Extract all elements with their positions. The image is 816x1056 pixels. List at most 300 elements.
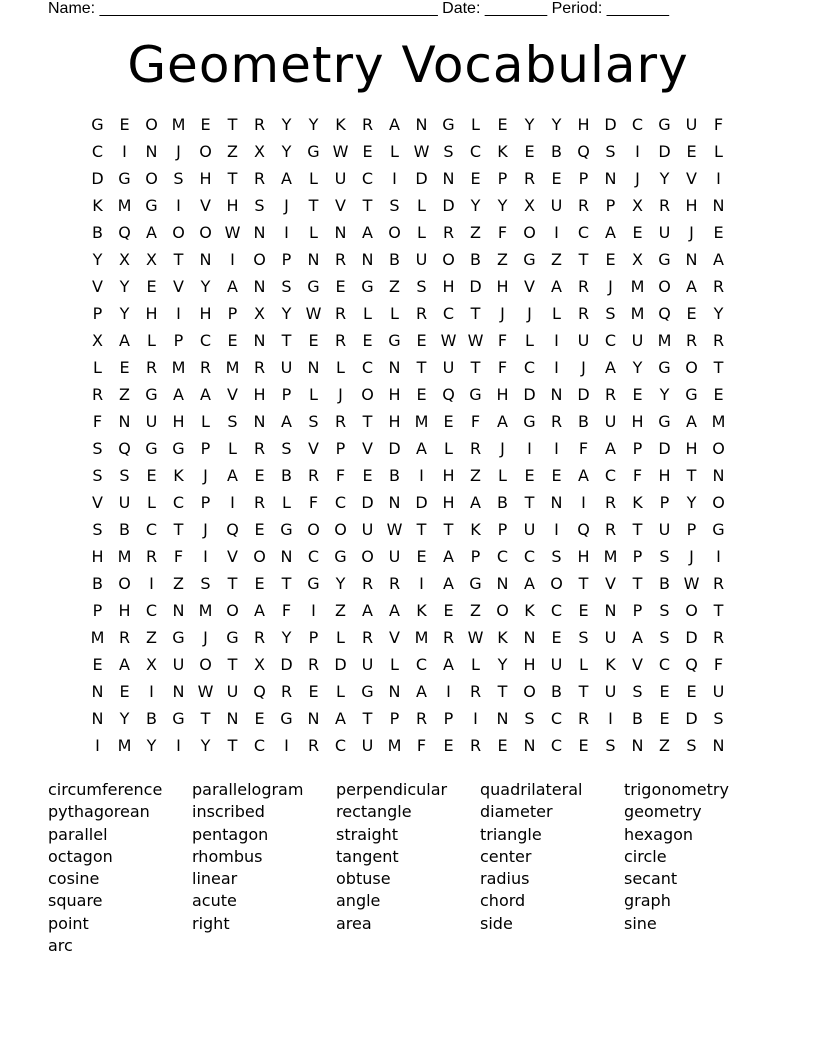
grid-letter[interactable]: O	[145, 169, 158, 188]
grid-letter[interactable]: A	[389, 115, 400, 134]
grid-letter[interactable]: V	[605, 574, 616, 593]
grid-letter[interactable]: A	[281, 169, 292, 188]
grid-letter[interactable]: U	[415, 250, 428, 269]
grid-letter[interactable]: U	[604, 628, 617, 647]
grid-letter[interactable]: F	[92, 412, 103, 431]
grid-letter[interactable]: V	[389, 628, 400, 647]
grid-letter[interactable]: I	[176, 736, 181, 755]
grid-letter[interactable]: J	[581, 358, 586, 377]
grid-letter[interactable]: K	[173, 466, 184, 485]
grid-letter[interactable]: R	[361, 628, 374, 647]
grid-letter[interactable]: N	[604, 601, 617, 620]
grid-letter[interactable]: G	[361, 277, 374, 296]
grid-letter[interactable]: G	[280, 709, 293, 728]
grid-letter[interactable]: E	[497, 115, 508, 134]
grid-letter[interactable]: R	[577, 277, 590, 296]
grid-letter[interactable]: S	[605, 736, 616, 755]
grid-letter[interactable]: Y	[146, 736, 157, 755]
grid-letter[interactable]: R	[442, 628, 455, 647]
grid-letter[interactable]: G	[307, 142, 320, 161]
grid-letter[interactable]: W	[332, 142, 349, 161]
grid-letter[interactable]: O	[199, 223, 212, 242]
grid-letter[interactable]: J	[500, 304, 505, 323]
grid-letter[interactable]: N	[685, 250, 698, 269]
grid-letter[interactable]: F	[497, 223, 508, 242]
grid-letter[interactable]: S	[605, 304, 616, 323]
grid-letter[interactable]: A	[443, 655, 454, 674]
grid-letter[interactable]: E	[200, 115, 211, 134]
grid-letter[interactable]: R	[604, 493, 617, 512]
grid-letter[interactable]: P	[227, 304, 238, 323]
grid-letter[interactable]: R	[523, 169, 536, 188]
grid-letter[interactable]: L	[417, 223, 426, 242]
grid-letter[interactable]: T	[713, 601, 724, 620]
grid-letter[interactable]: X	[632, 196, 643, 215]
grid-letter[interactable]: O	[334, 520, 347, 539]
grid-letter[interactable]: A	[524, 574, 535, 593]
grid-letter[interactable]: J	[203, 628, 208, 647]
grid-letter[interactable]: I	[716, 169, 721, 188]
grid-letter[interactable]: T	[632, 574, 643, 593]
grid-letter[interactable]: R	[469, 682, 482, 701]
grid-letter[interactable]: I	[473, 709, 478, 728]
grid-letter[interactable]: T	[227, 574, 238, 593]
grid-letter[interactable]: G	[307, 574, 320, 593]
grid-letter[interactable]: G	[172, 709, 185, 728]
grid-letter[interactable]: K	[632, 493, 643, 512]
grid-letter[interactable]: L	[417, 196, 426, 215]
grid-letter[interactable]: Z	[470, 223, 481, 242]
grid-letter[interactable]: A	[227, 466, 238, 485]
grid-letter[interactable]: L	[444, 439, 453, 458]
grid-letter[interactable]: S	[686, 736, 697, 755]
grid-letter[interactable]: B	[551, 682, 562, 701]
grid-letter[interactable]: D	[685, 628, 698, 647]
grid-letter[interactable]: P	[632, 601, 643, 620]
grid-letter[interactable]: P	[632, 439, 643, 458]
grid-letter[interactable]: O	[199, 655, 212, 674]
grid-letter[interactable]: M	[117, 196, 132, 215]
grid-letter[interactable]: L	[147, 331, 156, 350]
grid-letter[interactable]: Y	[119, 304, 130, 323]
grid-letter[interactable]: G	[523, 250, 536, 269]
grid-letter[interactable]: X	[254, 304, 265, 323]
grid-letter[interactable]: U	[712, 682, 725, 701]
grid-letter[interactable]: U	[658, 223, 671, 242]
grid-letter[interactable]: T	[713, 358, 724, 377]
grid-letter[interactable]: H	[685, 439, 698, 458]
grid-letter[interactable]: C	[469, 142, 482, 161]
grid-letter[interactable]: Z	[551, 250, 562, 269]
grid-letter[interactable]: S	[443, 142, 454, 161]
grid-letter[interactable]: N	[253, 412, 266, 431]
grid-letter[interactable]: U	[280, 358, 293, 377]
grid-letter[interactable]: E	[443, 736, 454, 755]
grid-letter[interactable]: B	[146, 709, 157, 728]
grid-letter[interactable]: C	[253, 736, 266, 755]
grid-letter[interactable]: E	[308, 331, 319, 350]
grid-letter[interactable]: G	[658, 412, 671, 431]
grid-letter[interactable]: A	[173, 385, 184, 404]
grid-letter[interactable]: U	[361, 520, 374, 539]
grid-letter[interactable]: L	[390, 304, 399, 323]
grid-letter[interactable]: E	[443, 601, 454, 620]
grid-letter[interactable]: T	[362, 709, 373, 728]
grid-letter[interactable]: W	[440, 331, 457, 350]
grid-letter[interactable]: J	[689, 223, 694, 242]
grid-letter[interactable]: G	[118, 169, 131, 188]
grid-letter[interactable]: Y	[659, 169, 670, 188]
grid-letter[interactable]: N	[712, 736, 725, 755]
grid-letter[interactable]: P	[497, 520, 508, 539]
grid-letter[interactable]: H	[91, 547, 104, 566]
grid-letter[interactable]: R	[307, 736, 320, 755]
grid-letter[interactable]: X	[146, 250, 157, 269]
grid-letter[interactable]: A	[686, 277, 697, 296]
grid-letter[interactable]: I	[554, 520, 559, 539]
grid-letter[interactable]: O	[550, 574, 563, 593]
grid-letter[interactable]: E	[227, 331, 238, 350]
grid-letter[interactable]: D	[577, 385, 590, 404]
grid-letter[interactable]: I	[149, 682, 154, 701]
grid-letter[interactable]: Z	[389, 277, 400, 296]
grid-letter[interactable]: R	[577, 304, 590, 323]
grid-letter[interactable]: M	[414, 628, 429, 647]
grid-letter[interactable]: G	[658, 115, 671, 134]
grid-letter[interactable]: A	[605, 223, 616, 242]
grid-letter[interactable]: T	[578, 682, 589, 701]
grid-letter[interactable]: N	[172, 682, 185, 701]
grid-letter[interactable]: E	[254, 466, 265, 485]
grid-letter[interactable]: U	[226, 682, 239, 701]
grid-letter[interactable]: A	[605, 358, 616, 377]
grid-letter[interactable]: R	[253, 169, 266, 188]
grid-letter[interactable]: I	[230, 493, 235, 512]
grid-letter[interactable]: R	[712, 277, 725, 296]
grid-letter[interactable]: L	[471, 655, 480, 674]
grid-letter[interactable]: S	[92, 466, 103, 485]
grid-letter[interactable]: S	[227, 412, 238, 431]
grid-letter[interactable]: S	[200, 574, 211, 593]
grid-letter[interactable]: U	[361, 736, 374, 755]
grid-letter[interactable]: H	[442, 466, 455, 485]
grid-letter[interactable]: S	[659, 547, 670, 566]
grid-letter[interactable]: C	[361, 358, 374, 377]
grid-letter[interactable]: P	[443, 709, 454, 728]
grid-letter[interactable]: X	[119, 250, 130, 269]
grid-letter[interactable]: V	[308, 439, 319, 458]
grid-letter[interactable]: M	[711, 412, 726, 431]
grid-letter[interactable]: U	[388, 547, 401, 566]
grid-letter[interactable]: B	[470, 250, 481, 269]
grid-letter[interactable]: H	[658, 466, 671, 485]
grid-letter[interactable]: X	[146, 655, 157, 674]
grid-letter[interactable]: H	[226, 196, 239, 215]
grid-letter[interactable]: I	[95, 736, 100, 755]
grid-letter[interactable]: C	[334, 736, 347, 755]
grid-letter[interactable]: Q	[442, 385, 455, 404]
grid-letter[interactable]: R	[307, 655, 320, 674]
grid-letter[interactable]: P	[605, 196, 616, 215]
grid-letter[interactable]: E	[632, 223, 643, 242]
grid-letter[interactable]: Y	[281, 628, 292, 647]
grid-letter[interactable]: V	[92, 493, 103, 512]
grid-letter[interactable]: U	[523, 520, 536, 539]
grid-letter[interactable]: B	[632, 709, 643, 728]
grid-letter[interactable]: E	[92, 655, 103, 674]
grid-letter[interactable]: O	[307, 520, 320, 539]
grid-letter[interactable]: O	[388, 223, 401, 242]
grid-letter[interactable]: I	[581, 493, 586, 512]
grid-letter[interactable]: S	[281, 439, 292, 458]
grid-letter[interactable]: G	[172, 439, 185, 458]
grid-letter[interactable]: G	[469, 385, 482, 404]
grid-letter[interactable]: Y	[335, 574, 346, 593]
grid-letter[interactable]: T	[497, 682, 508, 701]
grid-letter[interactable]: L	[309, 223, 318, 242]
grid-letter[interactable]: I	[419, 574, 424, 593]
grid-letter[interactable]: I	[284, 736, 289, 755]
grid-letter[interactable]: P	[281, 250, 292, 269]
grid-letter[interactable]: I	[716, 547, 721, 566]
grid-letter[interactable]: N	[415, 115, 428, 134]
grid-letter[interactable]: A	[389, 601, 400, 620]
grid-letter[interactable]: R	[469, 736, 482, 755]
grid-letter[interactable]: I	[149, 574, 154, 593]
grid-letter[interactable]: F	[497, 331, 508, 350]
grid-letter[interactable]: R	[442, 223, 455, 242]
grid-letter[interactable]: G	[658, 358, 671, 377]
grid-letter[interactable]: Y	[524, 115, 535, 134]
grid-letter[interactable]: N	[91, 709, 104, 728]
grid-letter[interactable]: L	[498, 466, 507, 485]
grid-letter[interactable]: W	[305, 304, 322, 323]
grid-letter[interactable]: K	[524, 601, 535, 620]
grid-letter[interactable]: R	[334, 250, 347, 269]
grid-letter[interactable]: F	[713, 115, 724, 134]
grid-letter[interactable]: T	[227, 115, 238, 134]
grid-letter[interactable]: H	[199, 304, 212, 323]
grid-letter[interactable]: U	[604, 412, 617, 431]
grid-letter[interactable]: C	[442, 304, 455, 323]
grid-letter[interactable]: U	[145, 412, 158, 431]
grid-letter[interactable]: N	[496, 709, 509, 728]
grid-letter[interactable]: S	[578, 628, 589, 647]
grid-letter[interactable]: U	[604, 682, 617, 701]
grid-letter[interactable]: N	[172, 601, 185, 620]
grid-letter[interactable]: H	[253, 385, 266, 404]
grid-letter[interactable]: J	[608, 277, 613, 296]
grid-letter[interactable]: O	[361, 547, 374, 566]
grid-letter[interactable]: D	[658, 142, 671, 161]
grid-letter[interactable]: P	[200, 439, 211, 458]
grid-letter[interactable]: E	[551, 466, 562, 485]
grid-letter[interactable]: A	[605, 439, 616, 458]
grid-letter[interactable]: Z	[173, 574, 184, 593]
grid-letter[interactable]: D	[91, 169, 104, 188]
grid-letter[interactable]: W	[224, 223, 241, 242]
grid-letter[interactable]: F	[281, 601, 292, 620]
grid-letter[interactable]: W	[386, 520, 403, 539]
grid-letter[interactable]: P	[92, 304, 103, 323]
grid-letter[interactable]: I	[554, 331, 559, 350]
grid-letter[interactable]: D	[388, 439, 401, 458]
grid-letter[interactable]: R	[577, 709, 590, 728]
grid-letter[interactable]: N	[523, 628, 536, 647]
grid-letter[interactable]: T	[686, 466, 697, 485]
grid-letter[interactable]: D	[361, 493, 374, 512]
grid-letter[interactable]: Q	[685, 655, 698, 674]
grid-letter[interactable]: Z	[470, 466, 481, 485]
grid-letter[interactable]: T	[524, 493, 535, 512]
grid-letter[interactable]: N	[631, 736, 644, 755]
grid-letter[interactable]: C	[550, 709, 563, 728]
grid-letter[interactable]: O	[226, 601, 239, 620]
grid-letter[interactable]: U	[550, 655, 563, 674]
grid-letter[interactable]: Y	[686, 493, 697, 512]
grid-letter[interactable]: D	[442, 196, 455, 215]
grid-letter[interactable]: E	[605, 250, 616, 269]
grid-letter[interactable]: R	[253, 439, 266, 458]
grid-letter[interactable]: S	[254, 196, 265, 215]
grid-letter[interactable]: V	[335, 196, 346, 215]
grid-letter[interactable]: H	[145, 304, 158, 323]
grid-letter[interactable]: Y	[200, 277, 211, 296]
grid-letter[interactable]: H	[442, 493, 455, 512]
grid-letter[interactable]: O	[523, 682, 536, 701]
grid-letter[interactable]: M	[414, 412, 429, 431]
grid-letter[interactable]: T	[578, 250, 589, 269]
grid-letter[interactable]: U	[550, 196, 563, 215]
grid-letter[interactable]: U	[685, 115, 698, 134]
grid-letter[interactable]: C	[523, 547, 536, 566]
grid-letter[interactable]: R	[658, 196, 671, 215]
grid-letter[interactable]: A	[497, 412, 508, 431]
grid-letter[interactable]: I	[527, 439, 532, 458]
grid-letter[interactable]: V	[227, 385, 238, 404]
grid-letter[interactable]: E	[470, 169, 481, 188]
grid-letter[interactable]: L	[147, 493, 156, 512]
grid-letter[interactable]: R	[253, 358, 266, 377]
grid-letter[interactable]: E	[659, 682, 670, 701]
grid-letter[interactable]: F	[173, 547, 184, 566]
grid-letter[interactable]: C	[361, 169, 374, 188]
grid-letter[interactable]: L	[336, 358, 345, 377]
grid-letter[interactable]: B	[281, 466, 292, 485]
grid-letter[interactable]: E	[578, 736, 589, 755]
grid-letter[interactable]: L	[390, 142, 399, 161]
grid-letter[interactable]: O	[253, 547, 266, 566]
grid-letter[interactable]: E	[551, 169, 562, 188]
grid-letter[interactable]: P	[281, 385, 292, 404]
grid-letter[interactable]: Q	[118, 439, 131, 458]
grid-letter[interactable]: E	[362, 142, 373, 161]
grid-letter[interactable]: F	[632, 466, 643, 485]
grid-letter[interactable]: Z	[497, 250, 508, 269]
grid-letter[interactable]: C	[658, 655, 671, 674]
grid-letter[interactable]: N	[361, 250, 374, 269]
grid-letter[interactable]: C	[604, 331, 617, 350]
grid-letter[interactable]: T	[470, 358, 481, 377]
grid-letter[interactable]: K	[470, 520, 481, 539]
grid-letter[interactable]: Q	[118, 223, 131, 242]
grid-letter[interactable]: J	[203, 520, 208, 539]
grid-letter[interactable]: M	[171, 358, 186, 377]
grid-letter[interactable]: E	[254, 709, 265, 728]
grid-letter[interactable]: Y	[713, 304, 724, 323]
grid-letter[interactable]: V	[200, 196, 211, 215]
grid-letter[interactable]: O	[442, 250, 455, 269]
grid-letter[interactable]: X	[92, 331, 103, 350]
grid-letter[interactable]: P	[659, 493, 670, 512]
grid-letter[interactable]: S	[524, 709, 535, 728]
grid-letter[interactable]: Z	[659, 736, 670, 755]
grid-letter[interactable]: S	[416, 277, 427, 296]
grid-letter[interactable]: H	[496, 385, 509, 404]
grid-letter[interactable]: D	[685, 709, 698, 728]
grid-letter[interactable]: T	[308, 196, 319, 215]
grid-letter[interactable]: V	[227, 547, 238, 566]
grid-letter[interactable]: D	[280, 655, 293, 674]
grid-letter[interactable]: S	[281, 277, 292, 296]
grid-letter[interactable]: S	[308, 412, 319, 431]
grid-letter[interactable]: N	[388, 358, 401, 377]
grid-letter[interactable]: A	[200, 385, 211, 404]
grid-letter[interactable]: F	[713, 655, 724, 674]
grid-letter[interactable]: R	[334, 304, 347, 323]
grid-letter[interactable]: T	[416, 358, 427, 377]
grid-letter[interactable]: R	[415, 304, 428, 323]
grid-letter[interactable]: M	[198, 601, 213, 620]
grid-letter[interactable]: D	[658, 439, 671, 458]
grid-letter[interactable]: G	[658, 250, 671, 269]
grid-letter[interactable]: E	[686, 142, 697, 161]
grid-letter[interactable]: E	[254, 520, 265, 539]
grid-letter[interactable]: E	[578, 601, 589, 620]
grid-letter[interactable]: Y	[281, 142, 292, 161]
grid-letter[interactable]: G	[361, 682, 374, 701]
grid-letter[interactable]: A	[578, 466, 589, 485]
grid-letter[interactable]: N	[334, 223, 347, 242]
grid-letter[interactable]: S	[551, 547, 562, 566]
grid-letter[interactable]: I	[554, 223, 559, 242]
grid-letter[interactable]: L	[525, 331, 534, 350]
grid-letter[interactable]: G	[685, 385, 698, 404]
grid-letter[interactable]: A	[416, 682, 427, 701]
grid-letter[interactable]: B	[92, 574, 103, 593]
grid-letter[interactable]: T	[578, 574, 589, 593]
grid-letter[interactable]: T	[281, 574, 292, 593]
grid-letter[interactable]: E	[713, 385, 724, 404]
grid-letter[interactable]: L	[228, 439, 237, 458]
grid-letter[interactable]: I	[554, 439, 559, 458]
grid-letter[interactable]: N	[280, 547, 293, 566]
grid-letter[interactable]: N	[712, 466, 725, 485]
name-blank[interactable]: ______________________________________	[95, 0, 443, 17]
grid-letter[interactable]: B	[389, 250, 400, 269]
grid-letter[interactable]: U	[658, 520, 671, 539]
grid-letter[interactable]: N	[199, 250, 212, 269]
grid-letter[interactable]: N	[442, 169, 455, 188]
grid-letter[interactable]: G	[712, 520, 725, 539]
grid-letter[interactable]: T	[470, 304, 481, 323]
grid-letter[interactable]: T	[443, 520, 454, 539]
grid-letter[interactable]: C	[145, 520, 158, 539]
grid-letter[interactable]: G	[145, 196, 158, 215]
grid-letter[interactable]: I	[554, 358, 559, 377]
grid-letter[interactable]: M	[90, 628, 105, 647]
grid-letter[interactable]: N	[712, 196, 725, 215]
